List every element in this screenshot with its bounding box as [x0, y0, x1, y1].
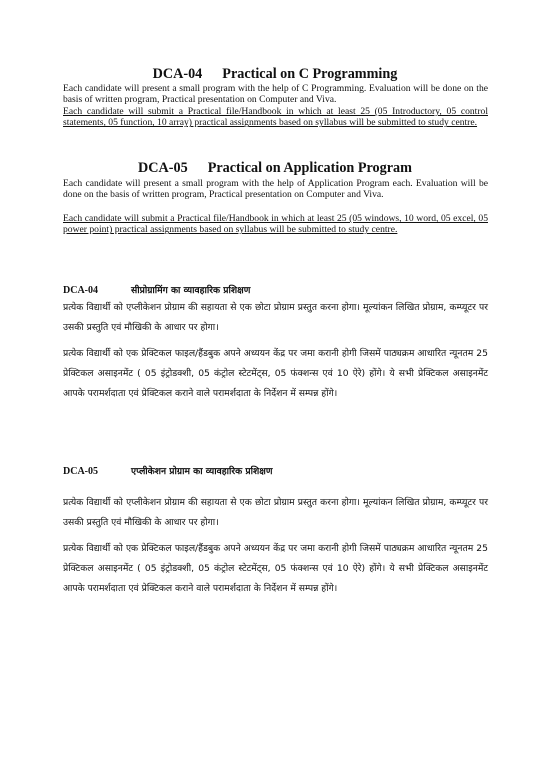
dca04-submission-paragraph: Each candidate will submit a Practical file/Handbook in which at least 25 (05 Introductory, 05 control statements, 05 function, 10 array) practical assignments based on syllabus will be submitted to study centre. — [63, 106, 488, 129]
hindi-dca05-submission-paragraph: प्रत्येक विद्यार्थी को एक प्रेक्टिकल फाइल/हैंडबुक अपने अध्ययन केंद्र पर जमा करानी होगी जिसमें पाठ्यक्रम आधारित न्यूनतम 25 प्रेक्टिकल असाइनमेंट ( 05 इंट्रोडक्शी, 05 कंट्रोल स्टेटमेंट्स, 05 फंक्शन्स एवं 10 ऐरे) होंगे। ये सभी प्रेक्टिकल असाइनमेंट आपके परामर्शदाता एवं प्रेक्टिकल कराने वाले परामर्शदाता के निर्देशन में सम्पन्न होंगे। — [63, 543, 488, 594]
hindi-heading-dca04 — [63, 283, 488, 296]
hindi-title: सीप्रोग्रामिंग का व्यावहारिक प्रशिक्षण — [131, 285, 251, 296]
section-title-dca05 — [0, 160, 550, 177]
hindi-dca04-evaluation-paragraph: प्रत्येक विद्यार्थी को एप्लीकेशन प्रोग्राम की सहायता से एक छोटा प्रोग्राम प्रस्तुत करना होगा। मूल्यांकन लिखित प्रोग्राम, कम्प्यूटर पर उसकी प्रस्तुति एवं मौखिकी के आधार पर होगा। — [63, 302, 488, 333]
dca05-evaluation-paragraph: Each candidate will present a small program with the help of Application Program each. Evaluation will be done on the basis of written program, Practical presentation on Computer and Viva. — [63, 178, 488, 201]
section-title-text: Practical on Application Program — [207, 160, 412, 176]
section-title-dca04 — [0, 66, 550, 83]
hindi-dca04-submission-paragraph: प्रत्येक विद्यार्थी को एक प्रेक्टिकल फाइल/हैंडबुक अपने अध्ययन केंद्र पर जमा करानी होगी जिसमें पाठ्यक्रम आधारित न्यूनतम 25 प्रेक्टिकल असाइनमेंट ( 05 इंट्रोडक्शी, 05 कंट्रोल स्टेटमेंट्स, 05 फंक्शन्स एवं 10 ऐरे) होंगे। ये सभी प्रेक्टिकल असाइनमेंट आपके परामर्शदाता एवं प्रेक्टिकल कराने वाले परामर्शदाता के निर्देशन में सम्पन्न होंगे। — [63, 348, 488, 399]
section-title-text: Practical on C Programming — [222, 66, 398, 82]
hindi-heading-dca05 — [63, 464, 488, 477]
hindi-dca05-evaluation-paragraph: प्रत्येक विद्यार्थी को एप्लीकेशन प्रोग्राम की सहायता से एक छोटा प्रोग्राम प्रस्तुत करना होगा। मूल्यांकन लिखित प्रोग्राम, कम्प्यूटर पर उसकी प्रस्तुति एवं मौखिकी के आधार पर होगा। — [63, 497, 488, 528]
section-code: DCA-04 — [152, 66, 203, 82]
section-code: DCA-05 — [63, 466, 98, 477]
hindi-title: एप्लीकेशन प्रोग्राम का व्यावहारिक प्रशिक्षण — [131, 466, 273, 477]
dca05-submission-paragraph: Each candidate will submit a Practical file/Handbook in which at least 25 (05 windows, 10 word, 05 excel, 05 power point) practical assignments based on syllabus will be submitted to study centre. — [63, 213, 488, 236]
section-code: DCA-05 — [138, 160, 188, 176]
section-code: DCA-04 — [63, 285, 98, 296]
dca04-evaluation-paragraph: Each candidate will present a small program with the help of C Programming. Evaluation will be done on the basis of written program, Practical presentation on Computer and Viva. — [63, 83, 488, 106]
